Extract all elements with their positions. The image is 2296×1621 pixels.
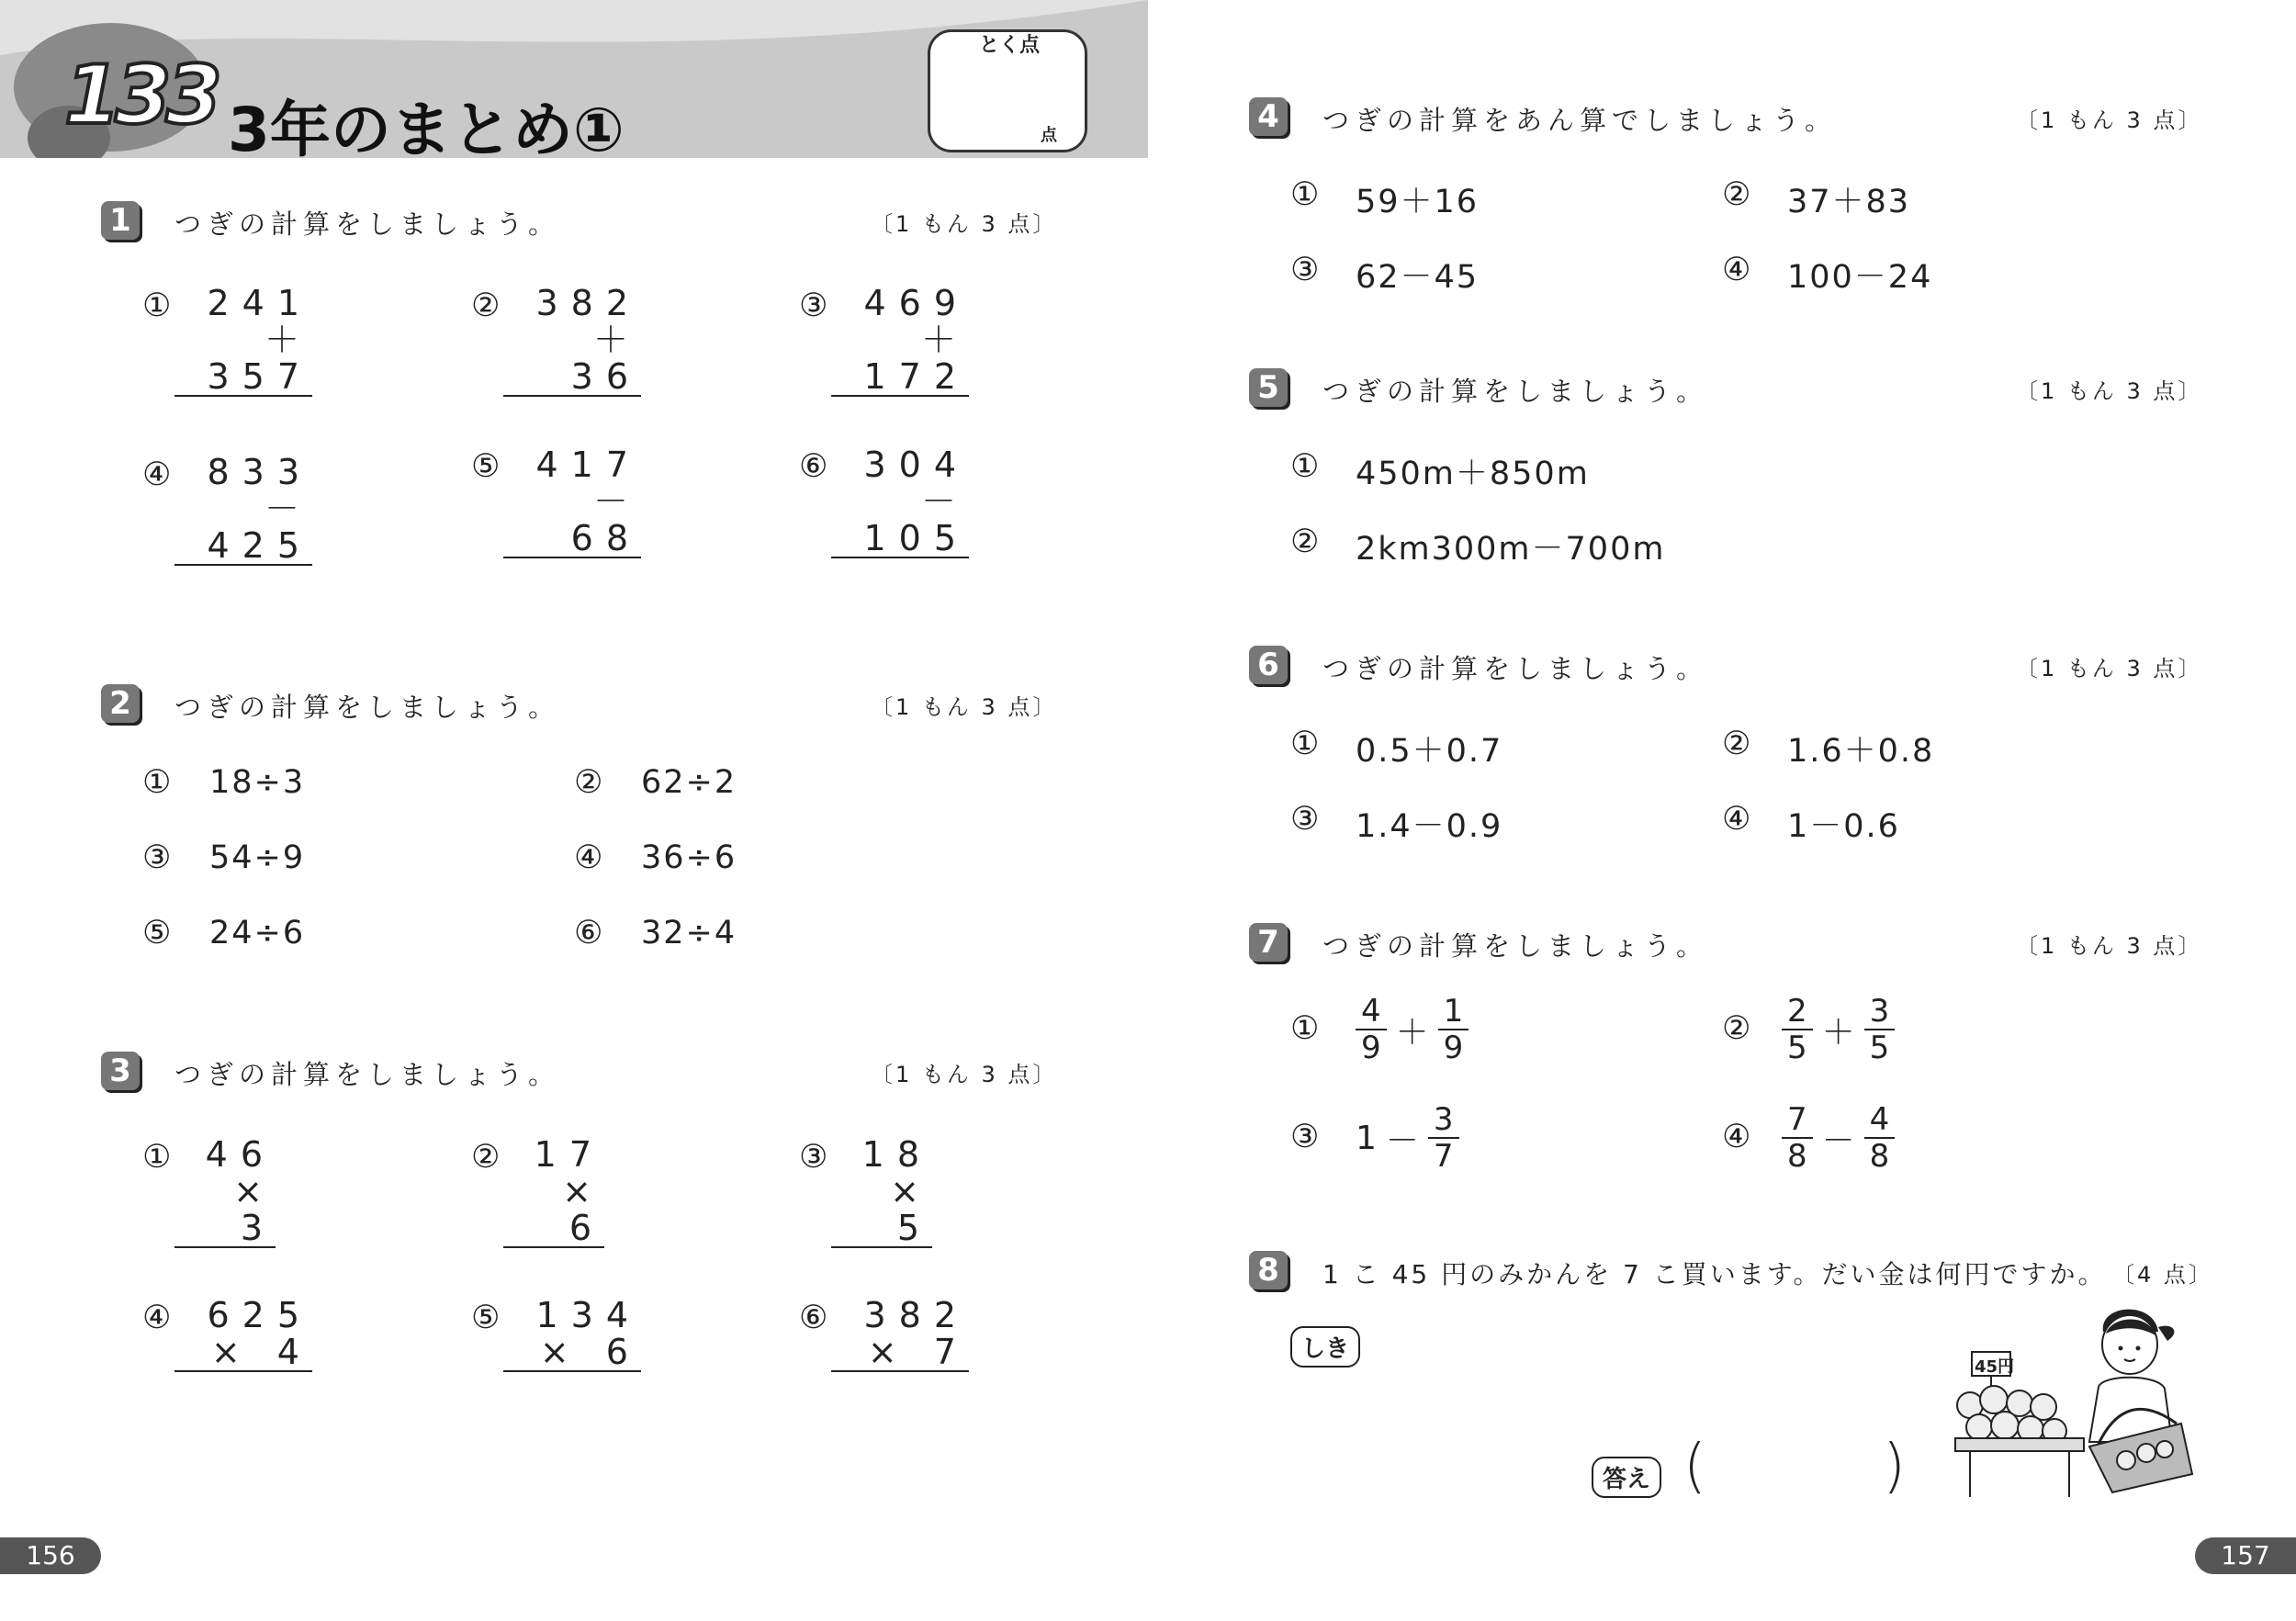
problem-expr: 1.4－0.9 xyxy=(1356,808,1503,845)
problem-mark: ① xyxy=(142,287,174,324)
problem-mark: ⑥ xyxy=(799,1300,830,1336)
problem-expr: 62－45 xyxy=(1356,259,1480,296)
section-6-points: 〔1 もん 3 点〕 xyxy=(2016,656,2203,681)
section-6-badge: 6 xyxy=(1249,646,1288,684)
girl-shopping-illustration xyxy=(1952,1304,2204,1506)
vertical-calc-3-3: 18 × 5 xyxy=(831,1136,932,1248)
problem-mark: ① xyxy=(1290,176,1322,213)
section-1-instruction: つぎの計算をしましょう。 xyxy=(174,208,561,240)
section-4-instruction: つぎの計算をあん算でしましょう。 xyxy=(1322,105,1838,136)
problem-expr: 62÷2 xyxy=(641,764,737,801)
lesson-number: 133 xyxy=(64,48,217,142)
vertical-calc-1-4: 833 －425 xyxy=(174,454,312,566)
problem-mark: ⑥ xyxy=(799,448,830,485)
section-5-instruction: つぎの計算をしましょう。 xyxy=(1322,376,1709,407)
problem-mark: ② xyxy=(1722,726,1753,762)
section-3-points: 〔1 もん 3 点〕 xyxy=(871,1062,1058,1087)
problem-expr: 37＋83 xyxy=(1787,184,1911,220)
problem-mark: ⑥ xyxy=(574,915,605,951)
section-5-points: 〔1 もん 3 点〕 xyxy=(2016,378,2203,404)
problem-expr: 18÷3 xyxy=(209,764,306,801)
problem-expr: 32÷4 xyxy=(641,915,737,951)
score-label: とく点 xyxy=(979,34,1041,57)
problem-mark: ① xyxy=(142,1139,174,1176)
problem-mark: ③ xyxy=(799,1139,830,1176)
vertical-calc-1-1: 241 ＋357 xyxy=(174,285,312,397)
vertical-calc-3-5: 134 × 6 xyxy=(503,1297,641,1372)
problem-mark: ④ xyxy=(1722,252,1753,288)
fraction-expr-4: $\frac{7}{8}$ － $\frac{4}{8}$ xyxy=(1782,1102,1895,1174)
score-unit: 点 xyxy=(1041,126,1057,145)
problem-mark: ② xyxy=(1290,523,1322,560)
problem-mark: ① xyxy=(1290,1010,1322,1047)
price-tag: 45円 xyxy=(1975,1357,2015,1377)
problem-expr: 0.5＋0.7 xyxy=(1356,733,1503,770)
vertical-calc-1-5: 417 － 68 xyxy=(503,446,641,558)
section-7-badge: 7 xyxy=(1249,923,1288,962)
section-8-badge: 8 xyxy=(1249,1251,1288,1289)
problem-mark: ③ xyxy=(799,287,830,324)
problem-mark: ⑤ xyxy=(471,1300,502,1336)
section-7-points: 〔1 もん 3 点〕 xyxy=(2016,933,2203,959)
fraction-expr-3: 1 － $\frac{3}{7}$ xyxy=(1356,1102,1459,1174)
problem-mark: ① xyxy=(1290,448,1322,485)
answer-input[interactable] xyxy=(1713,1449,1878,1504)
answer-close-paren: ) xyxy=(1883,1433,1906,1501)
problem-expr: 450m＋850m xyxy=(1356,456,1590,492)
problem-expr: 1.6＋0.8 xyxy=(1787,733,1935,770)
problem-mark: ④ xyxy=(1722,801,1753,838)
problem-mark: ③ xyxy=(1290,252,1322,288)
problem-mark: ⑤ xyxy=(142,915,174,951)
problem-mark: ④ xyxy=(142,1300,174,1336)
problem-mark: ① xyxy=(142,764,174,801)
vertical-calc-1-2: 382 ＋ 36 xyxy=(503,285,641,397)
section-6-instruction: つぎの計算をしましょう。 xyxy=(1322,653,1709,684)
problem-expr: 36÷6 xyxy=(641,839,737,876)
page-number-left: 156 xyxy=(0,1537,101,1574)
vertical-calc-3-4: 625 × 4 xyxy=(174,1297,312,1372)
problem-expr: 100－24 xyxy=(1787,259,1933,296)
problem-mark: ② xyxy=(574,764,605,801)
fraction-expr-1: $\frac{4}{9}$ ＋ $\frac{1}{9}$ xyxy=(1356,994,1469,1065)
problem-expr: 59＋16 xyxy=(1356,184,1480,220)
vertical-calc-3-2: 17 × 6 xyxy=(503,1136,604,1248)
vertical-calc-3-1: 46 × 3 xyxy=(174,1136,276,1248)
answer-open-paren: ( xyxy=(1683,1433,1706,1501)
problem-mark: ③ xyxy=(1290,801,1322,838)
problem-mark: ④ xyxy=(574,839,605,876)
problem-mark: ③ xyxy=(1290,1119,1322,1155)
page-title: 3年のまとめ① xyxy=(228,95,625,165)
section-4-points: 〔1 もん 3 点〕 xyxy=(2016,107,2203,133)
vertical-calc-1-3: 469 ＋172 xyxy=(831,285,969,397)
fraction-expr-2: $\frac{2}{5}$ ＋ $\frac{3}{5}$ xyxy=(1782,994,1895,1065)
problem-mark: ③ xyxy=(142,839,174,876)
problem-expr: 24÷6 xyxy=(209,915,306,951)
section-3-badge: 3 xyxy=(101,1052,140,1090)
section-3-instruction: つぎの計算をしましょう。 xyxy=(174,1059,561,1090)
vertical-calc-3-6: 382 × 7 xyxy=(831,1297,969,1372)
answer-label: 答え xyxy=(1592,1457,1661,1498)
section-1-points: 〔1 もん 3 点〕 xyxy=(871,211,1058,237)
section-1-badge: 1 xyxy=(101,201,140,240)
shiki-label: しき xyxy=(1290,1326,1360,1368)
section-5-badge: 5 xyxy=(1249,368,1288,407)
section-2-points: 〔1 もん 3 点〕 xyxy=(871,694,1058,720)
problem-expr: 1－0.6 xyxy=(1787,808,1900,845)
page-number-right: 157 xyxy=(2195,1537,2296,1574)
problem-mark: ④ xyxy=(142,456,174,493)
problem-mark: ① xyxy=(1290,726,1322,762)
section-8-question: 1 こ 45 円のみかんを 7 こ買います。だい金は何円ですか。 xyxy=(1322,1259,2107,1289)
section-8-points: 〔4 点〕 xyxy=(2112,1262,2213,1288)
section-4-badge: 4 xyxy=(1249,97,1288,136)
problem-expr: 54÷9 xyxy=(209,839,306,876)
section-2-instruction: つぎの計算をしましょう。 xyxy=(174,692,561,723)
problem-mark: ⑤ xyxy=(471,448,502,485)
problem-mark: ④ xyxy=(1722,1119,1753,1155)
section-7-instruction: つぎの計算をしましょう。 xyxy=(1322,930,1709,962)
section-2-badge: 2 xyxy=(101,684,140,723)
problem-mark: ② xyxy=(471,287,502,324)
problem-mark: ② xyxy=(1722,1010,1753,1047)
vertical-calc-1-6: 304 －105 xyxy=(831,446,969,558)
problem-mark: ② xyxy=(471,1139,502,1176)
problem-expr: 2km300m－700m xyxy=(1356,531,1666,568)
problem-mark: ② xyxy=(1722,176,1753,213)
